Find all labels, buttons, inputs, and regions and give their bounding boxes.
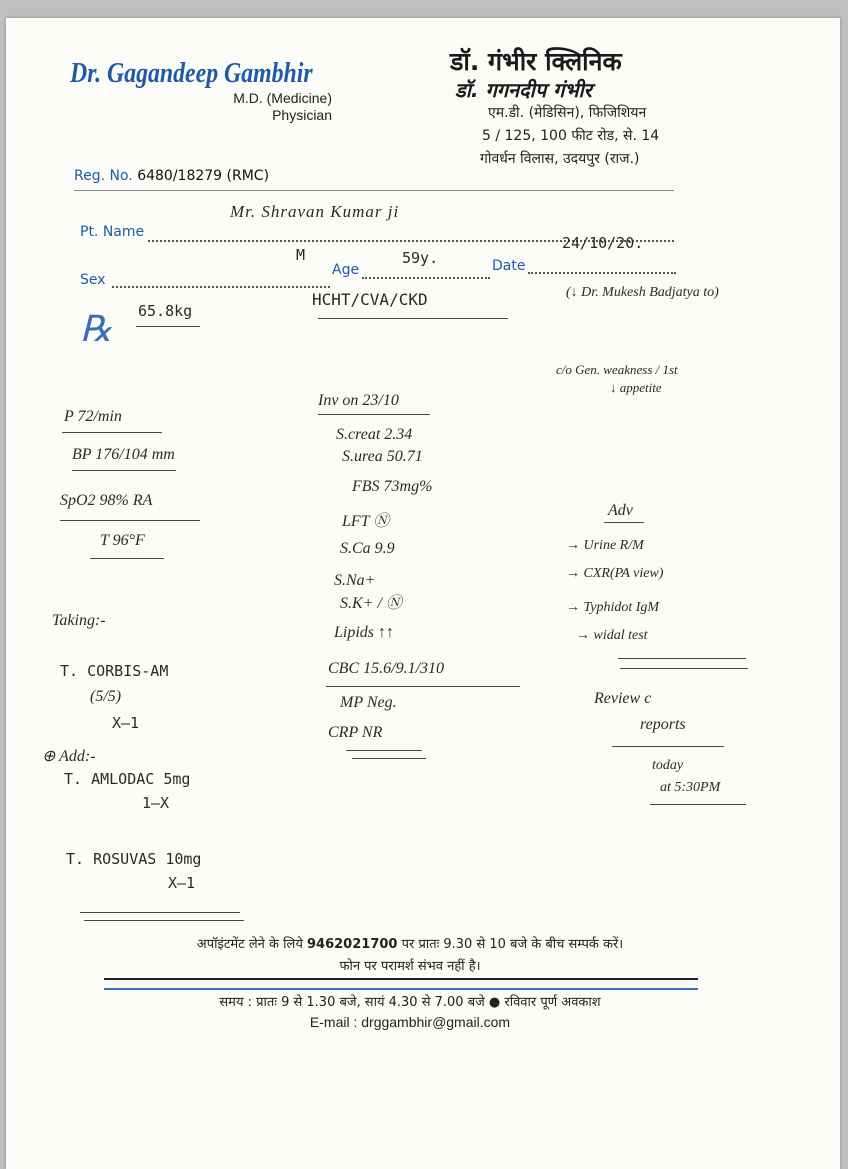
footer-rule-black xyxy=(104,978,698,980)
advice-title-underline xyxy=(604,522,644,523)
inv-cbc: CBC 15.6/9.1/310 xyxy=(328,660,445,677)
clinic-name-hi: डॉ. गंभीर क्लिनिक xyxy=(450,47,622,76)
med3-frequency: X—1 xyxy=(168,874,196,892)
diagnosis-underline xyxy=(318,318,508,319)
advice-underline-1 xyxy=(618,658,746,659)
review-time-underline xyxy=(650,804,746,805)
advice-title: Adv xyxy=(608,502,633,519)
vital-bp-underline xyxy=(72,470,176,471)
appointment-phone: 9462021700 xyxy=(307,937,398,952)
date-line xyxy=(528,272,676,274)
diagnosis: HCHT/CVA/CKD xyxy=(312,290,428,309)
date-value: 24/10/20. xyxy=(562,234,644,252)
meds-underline-2 xyxy=(84,920,244,921)
appointment-note xyxy=(100,934,720,952)
appointment-post: पर प्रातः 9.30 से 10 बजे के बीच सम्पर्क करें। xyxy=(401,937,624,952)
age-value: 59y. xyxy=(402,249,439,267)
advice-urine: → Urine R/M xyxy=(566,538,644,553)
med1-name: T. CORBIS-AM xyxy=(60,662,169,680)
advice-widal: → widal test xyxy=(576,628,648,643)
vital-spo2: SpO2 98% RA xyxy=(60,492,153,509)
complaint-line-2: ↓ appetite xyxy=(610,380,662,395)
inv-lft: LFT Ⓝ xyxy=(342,513,390,530)
registration-number xyxy=(74,168,269,184)
age-label: Age xyxy=(332,262,360,278)
inv-crp-underline-1 xyxy=(346,750,422,751)
inv-cbc-underline xyxy=(326,686,520,687)
age-line xyxy=(362,277,490,279)
sex-value: M xyxy=(296,246,306,264)
inv-mp: MP Neg. xyxy=(340,694,397,711)
reg-label: Reg. No. xyxy=(74,168,133,184)
inv-urea: S.urea 50.71 xyxy=(342,448,423,465)
inv-crp-underline-2 xyxy=(352,758,426,759)
med2-frequency: 1—X xyxy=(142,794,170,812)
patient-name-value: Mr. Shravan Kumar ji xyxy=(230,202,400,221)
vital-pulse-underline xyxy=(62,432,162,433)
med1-frequency: X—1 xyxy=(112,714,140,732)
review-underline xyxy=(612,746,724,747)
clinic-timings: समय : प्रातः 9 से 1.30 बजे, सायं 4.30 से 7.00 बजे ● रविवार पूर्ण अवकाश xyxy=(219,995,601,1010)
meds-underline-1 xyxy=(80,912,240,913)
inv-lipids: Lipids ↑↑ xyxy=(334,624,395,641)
taking-label: Taking:- xyxy=(52,612,106,629)
inv-fbs: FBS 73mg% xyxy=(352,478,433,495)
degree-hi: एम.डी. (मेडिसिन), फिजिशियन xyxy=(488,105,647,121)
advice-typhidot: → Typhidot IgM xyxy=(566,600,660,615)
sex-label: Sex xyxy=(80,272,106,288)
inv-sodium: S.Na+ xyxy=(334,572,376,589)
advice-underline-2 xyxy=(620,668,748,669)
email-line xyxy=(100,1014,720,1030)
weight-underline xyxy=(136,326,200,327)
reg-divider xyxy=(74,190,674,191)
advice-cxr: → CXR(PA view) xyxy=(566,566,664,581)
weight: 65.8kg xyxy=(138,302,193,320)
email-value[interactable]: drggambhir@gmail.com xyxy=(361,1014,511,1030)
date-label: Date xyxy=(492,258,526,274)
review-line-2: reports xyxy=(640,716,686,733)
complaint-line-1: c/o Gen. weakness / 1st xyxy=(556,362,678,377)
footer-rule-blue xyxy=(104,988,698,990)
inv-creatinine: S.creat 2.34 xyxy=(336,426,413,443)
vital-temp-underline xyxy=(90,558,164,559)
investigations-title: Inv on 23/10 xyxy=(318,392,399,409)
add-label: ⊕ Add:- xyxy=(42,748,96,765)
inv-potassium: S.K+ / Ⓝ xyxy=(340,595,402,612)
review-line-4: at 5:30PM xyxy=(660,780,721,795)
med2-name: T. AMLODAC 5mg xyxy=(64,770,191,788)
vital-bp: BP 176/104 mm xyxy=(72,446,175,463)
med3-name: T. ROSUVAS 10mg xyxy=(66,850,202,868)
vital-pulse: P 72/min xyxy=(64,408,122,425)
review-line-1: Review c xyxy=(594,690,652,707)
inv-calcium: S.Ca 9.9 xyxy=(340,540,395,557)
title-en: Physician xyxy=(272,107,332,123)
reg-value: 6480/18279 (RMC) xyxy=(137,168,270,184)
review-line-3: today xyxy=(652,758,684,773)
doctor-credentials-en xyxy=(222,90,332,124)
address-line-2: गोवर्धन विलास, उदयपुर (राज.) xyxy=(480,151,640,167)
rx-symbol: ℞ xyxy=(80,309,113,349)
doctor-name-hi: डॉ. गगनदीप गंभीर xyxy=(455,78,592,102)
med1-dose: (5/5) xyxy=(90,688,122,705)
email-label: E-mail : xyxy=(309,1014,358,1030)
degree-en: M.D. (Medicine) xyxy=(233,90,332,106)
appointment-pre: अपॉइंटमेंट लेने के लिये xyxy=(196,937,303,952)
investigations-title-underline xyxy=(318,414,430,415)
inv-crp: CRP NR xyxy=(328,724,383,741)
vital-spo2-underline xyxy=(60,520,200,521)
patient-name-label: Pt. Name xyxy=(80,224,145,240)
address-line-1: 5 / 125, 100 फीट रोड, से. 14 xyxy=(482,128,660,144)
doctor-name-en: Dr. Gagandeep Gambhir xyxy=(70,58,313,89)
no-phone-consult: फोन पर परामर्श संभव नहीं है। xyxy=(339,959,481,974)
referral-note: (↓ Dr. Mukesh Badjatya to) xyxy=(566,285,719,300)
sex-line xyxy=(112,286,330,288)
vital-temp: T 96°F xyxy=(100,532,145,549)
